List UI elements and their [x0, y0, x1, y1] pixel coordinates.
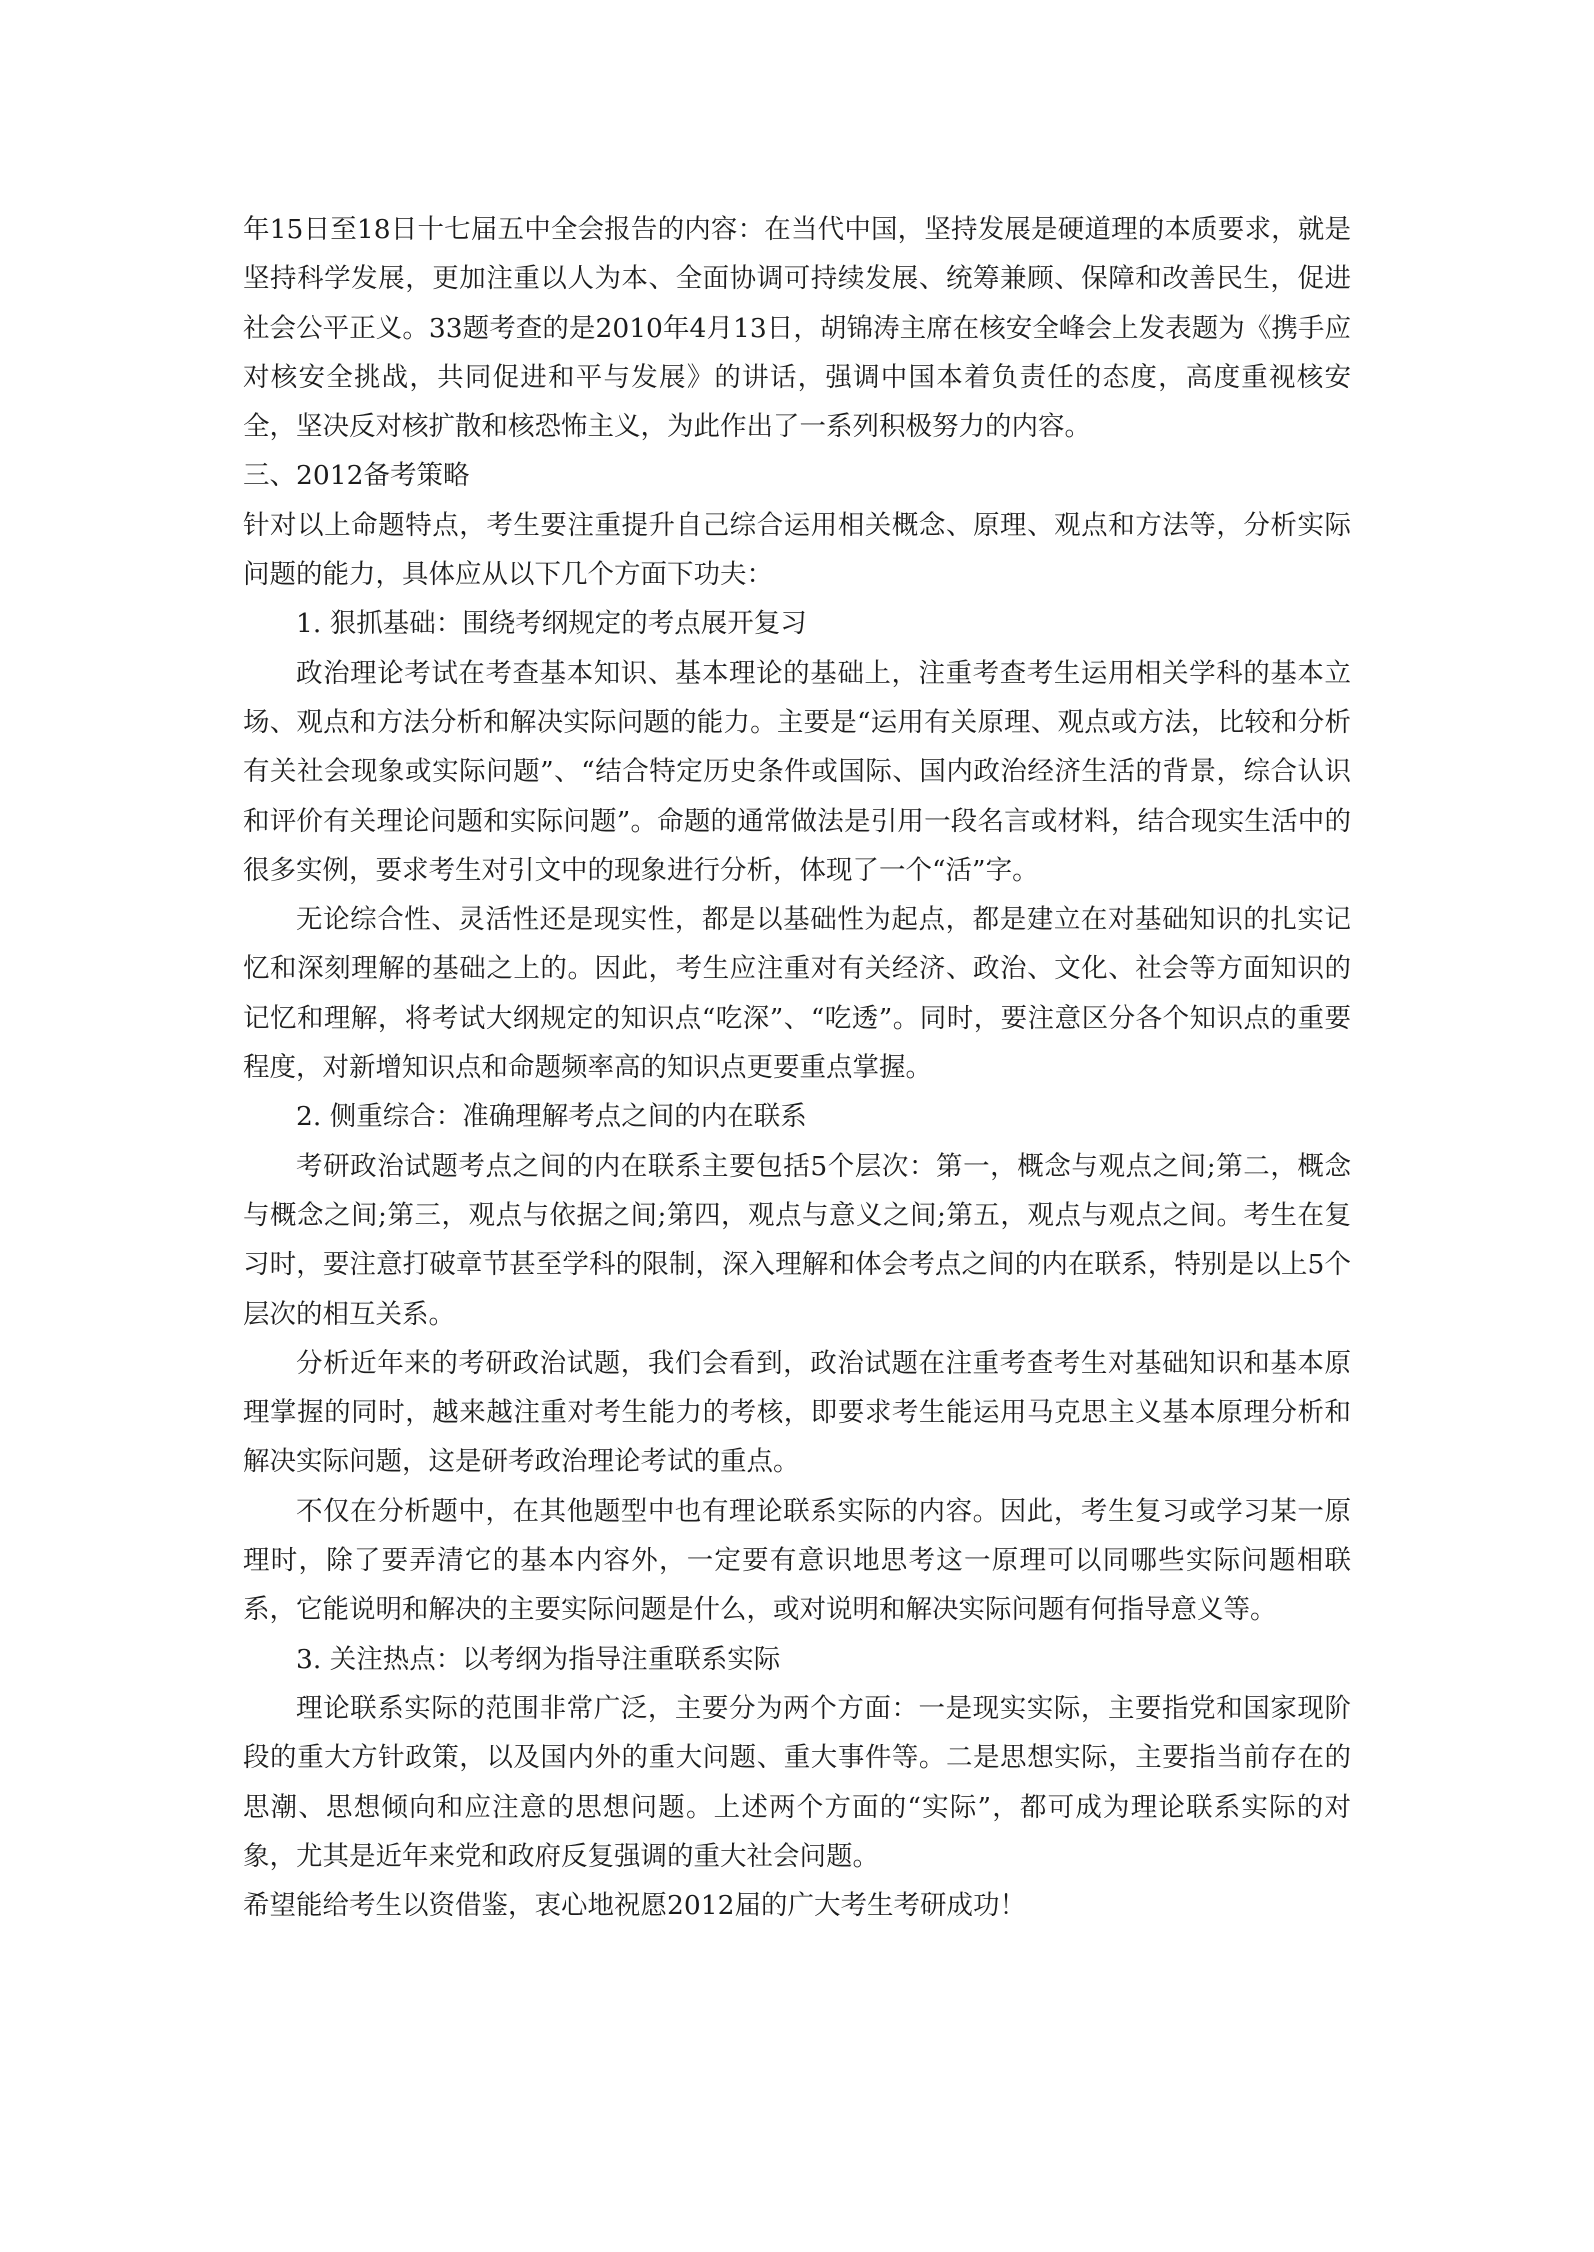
paragraph-closing: 希望能给考生以资借鉴，衷心地祝愿2012届的广大考生考研成功！ — [243, 1890, 1026, 1922]
document-body — [243, 205, 1351, 1930]
paragraph-point-2-levels: 考研政治试题考点之间的内在联系主要包括5个层次：第一，概念与观点之间;第二，概念与概念之间;第三，观点与依据之间;第四，观点与意义之间;第五，观点与观点之间。考生在复习时，要注意打破章节甚至学科的限制，深入理解和体会考点之间的内在联系，特别是以上5个层次的相互关系。 — [243, 1150, 1351, 1330]
section-heading-strategy: 三、2012备考策略 — [243, 460, 470, 492]
paragraph-intro-continuation: 年15日至18日十七届五中全会报告的内容：在当代中国，坚持发展是硬道理的本质要求，就是坚持科学发展，更加注重以人为本、全面协调可持续发展、统筹兼顾、保障和改善民生，促进社会公平正义。33题考查的是2010年4月13日，胡锦涛主席在核安全峰会上发表题为《携手应对核安全挑战，共同促进和平与发展》的讲话，强调中国本着负责任的态度，高度重视核安全，坚决反对核扩散和核恐怖主义，为此作出了一系列积极努力的内容。 — [243, 214, 1351, 443]
paragraph-point-1-basics: 政治理论考试在考查基本知识、基本理论的基础上，注重考查考生运用相关学科的基本立场、观点和方法分析和解决实际问题的能力。主要是“运用有关原理、观点或方法，比较和分析有关社会现象或实际问题”、“结合特定历史条件或国际、国内政治经济生活的背景，综合认识和评价有关理论问题和实际问题”。命题的通常做法是引用一段名言或材料，结合现实生活中的很多实例，要求考生对引文中的现象进行分析，体现了一个“活”字。 — [243, 657, 1351, 886]
paragraph-point-1-memory: 无论综合性、灵活性还是现实性，都是以基础性为起点，都是建立在对基础知识的扎实记忆和深刻理解的基础之上的。因此，考生应注重对有关经济、政治、文化、社会等方面知识的记忆和理解，将考试大纲规定的知识点“吃深”、“吃透”。同时，要注意区分各个知识点的重要程度，对新增知识点和命题频率高的知识点更要重点掌握。 — [243, 904, 1351, 1084]
subheading-point-2: 2. 侧重综合：准确理解考点之间的内在联系 — [296, 1101, 807, 1133]
paragraph-point-2-analysis: 分析近年来的考研政治试题，我们会看到，政治试题在注重考查考生对基础知识和基本原理掌握的同时，越来越注重对考生能力的考核，即要求考生能运用马克思主义基本原理分析和解决实际问题，这是研考政治理论考试的重点。 — [243, 1347, 1351, 1478]
paragraph-point-3-scope: 理论联系实际的范围非常广泛，主要分为两个方面：一是现实实际，主要指党和国家现阶段的重大方针政策，以及国内外的重大问题、重大事件等。二是思想实际，主要指当前存在的思潮、思想倾向和应注意的思想问题。上述两个方面的“实际”，都可成为理论联系实际的对象，尤其是近年来党和政府反复强调的重大社会问题。 — [243, 1692, 1351, 1872]
subheading-point-1: 1. 狠抓基础：围绕考纲规定的考点展开复习 — [296, 608, 807, 640]
paragraph-point-2-practice: 不仅在分析题中，在其他题型中也有理论联系实际的内容。因此，考生复习或学习某一原理时，除了要弄清它的基本内容外，一定要有意识地思考这一原理可以同哪些实际问题相联系，它能说明和解决的主要实际问题是什么，或对说明和解决实际问题有何指导意义等。 — [243, 1495, 1351, 1626]
paragraph-strategy-intro: 针对以上命题特点，考生要注重提升自己综合运用相关概念、原理、观点和方法等，分析实际问题的能力，具体应从以下几个方面下功夫： — [243, 509, 1351, 591]
subheading-point-3: 3. 关注热点：以考纲为指导注重联系实际 — [296, 1643, 781, 1675]
